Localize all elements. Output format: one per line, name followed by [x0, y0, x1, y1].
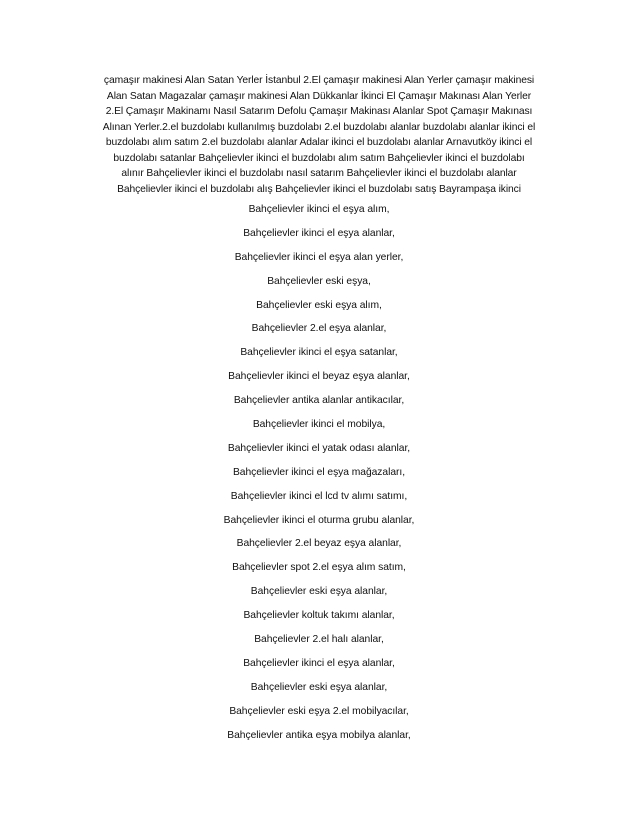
keyword-list: [0, 198, 638, 747]
list-item: Bahçelievler eski eşya alım,: [256, 299, 382, 311]
list-item: Bahçelievler ikinci el yatak odası alanlar,: [227, 442, 411, 454]
list-item: Bahçelievler antika alanlar antikacılar,: [233, 395, 405, 407]
paragraph-line: Bahçelievler ikinci el buzdolabı alış Bahçelievler ikinci el buzdolabı satış Bayrampaşa ikinci: [117, 183, 521, 195]
list-item: Bahçelievler ikinci el oturma grubu alanlar,: [223, 514, 415, 526]
list-item: Bahçelievler eski eşya,: [267, 275, 371, 287]
list-item: Bahçelievler ikinci el eşya mağazaları,: [232, 466, 406, 478]
list-item: Bahçelievler ikinci el eşya alanlar,: [243, 227, 395, 239]
paragraph-line: buzdolabı satanlar Bahçelievler ikinci el buzdolabı alım satım Bahçelievler ikinci el buzdolabı: [113, 152, 525, 164]
intro-paragraph: [82, 73, 556, 197]
paragraph-line: çamaşır makinesi Alan Satan Yerler İstanbul 2.El çamaşır makinesi Alan Yerler çamaşır makinesi: [103, 75, 535, 86]
list-item: Bahçelievler 2.el eşya alanlar,: [251, 323, 387, 335]
list-item: Bahçelievler ikinci el eşya satanlar,: [240, 347, 398, 359]
paragraph-line: alınır Bahçelievler ikinci el buzdolabı nasıl satarım Bahçelievler ikinci el buzdolabı alanlar: [121, 168, 517, 179]
paragraph-line: 2.El Çamaşır Makinamı Nasıl Satarım Defolu Çamaşır Makinası Alanlar Spot Çamaşır Makınası: [105, 106, 533, 117]
paragraph-line: Alınan Yerler.2.el buzdolabı kullanılmış buzdolabı 2.el buzdolabı alanlar buzdolabı alanlar ikinci el: [102, 121, 536, 133]
list-item: Bahçelievler ikinci el eşya alım,: [248, 204, 390, 215]
list-item: Bahçelievler ikinci el eşya alan yerler,: [234, 251, 404, 263]
list-item: Bahçelievler spot 2.el eşya alım satım,: [232, 562, 406, 574]
list-item: Bahçelievler antika eşya mobilya alanlar,: [227, 729, 411, 741]
list-item: Bahçelievler ikinci el mobilya,: [252, 419, 386, 431]
list-item: Bahçelievler eski eşya 2.el mobilyacılar,: [229, 705, 409, 717]
list-item: Bahçelievler 2.el halı alanlar,: [254, 634, 384, 646]
paragraph-line: buzdolabı alım satım 2.el buzdolabı alanlar Adalar ikinci el buzdolabı alanlar Arnavutköy ikinci el: [105, 137, 533, 148]
list-item: Bahçelievler eski eşya alanlar,: [250, 586, 388, 598]
list-item: Bahçelievler koltuk takımı alanlar,: [243, 610, 395, 622]
list-item: Bahçelievler eski eşya alanlar,: [250, 681, 388, 693]
list-item: Bahçelievler ikinci el beyaz eşya alanlar,: [228, 371, 410, 383]
list-item: Bahçelievler 2.el beyaz eşya alanlar,: [236, 538, 402, 550]
paragraph-line: Alan Satan Magazalar çamaşır makinesi Alan Dükkanlar İkinci El Çamaşır Makınası Alan Yerler: [106, 90, 532, 102]
list-item: Bahçelievler ikinci el eşya alanlar,: [243, 657, 395, 669]
list-item: Bahçelievler ikinci el lcd tv alımı satımı,: [230, 490, 408, 502]
